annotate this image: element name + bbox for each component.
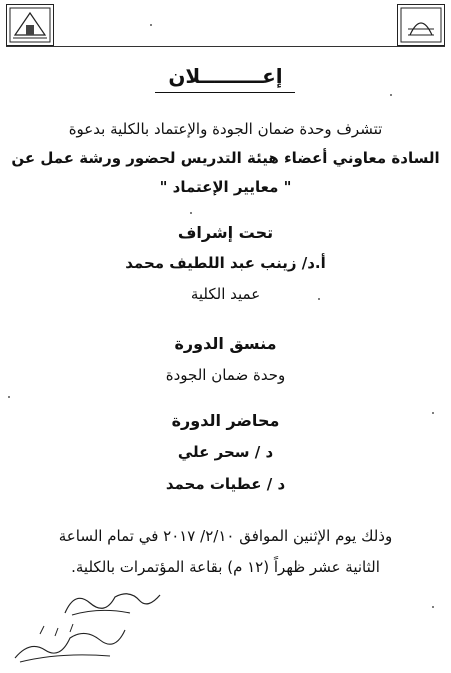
scan-speck xyxy=(432,412,434,414)
handwritten-date xyxy=(10,620,130,669)
scan-speck xyxy=(318,298,320,300)
scan-speck xyxy=(390,94,392,96)
scan-speck xyxy=(432,606,434,608)
scan-speck xyxy=(8,396,10,398)
lecturer-1: د / سحر علي xyxy=(177,443,274,461)
handwritten-signature xyxy=(60,585,170,624)
workshop-title: " معايير الإعتماد " xyxy=(159,178,292,196)
lecturer-2: د / عطيات محمد xyxy=(165,475,286,493)
scan-speck xyxy=(190,212,192,214)
college-logo-left xyxy=(6,4,54,46)
closing-line-1: وذلك يوم الإثنين الموافق ٢/١٠/ ٢٠١٧ في تمام الساعة xyxy=(58,527,393,545)
closing-line-2: الثانية عشر ظهراً (١٢ م) بقاعة المؤتمرات بالكلية. xyxy=(71,558,380,576)
supervision-heading: تحت إشراف xyxy=(177,223,274,242)
header-rule xyxy=(6,46,445,47)
title-underline xyxy=(155,92,295,93)
supervisor-role: عميد الكلية xyxy=(190,285,261,303)
lecturers-heading: محاضر الدورة xyxy=(171,411,280,430)
coordinator-name: وحدة ضمان الجودة xyxy=(165,366,286,384)
coordinator-heading: منسق الدورة xyxy=(174,334,277,353)
intro-line-1: تتشرف وحدة ضمان الجودة والإعتماد بالكلية بدعوة xyxy=(68,120,383,138)
intro-line-2: السادة معاوني أعضاء هيئة التدريس لحضور ورشة عمل عن xyxy=(11,149,440,167)
scan-speck xyxy=(150,24,152,26)
university-logo-right xyxy=(397,4,445,46)
announcement-title: إعـــــــــلان xyxy=(168,64,283,88)
supervisor-name: أ.د/ زينب عبد اللطيف محمد xyxy=(125,254,326,272)
